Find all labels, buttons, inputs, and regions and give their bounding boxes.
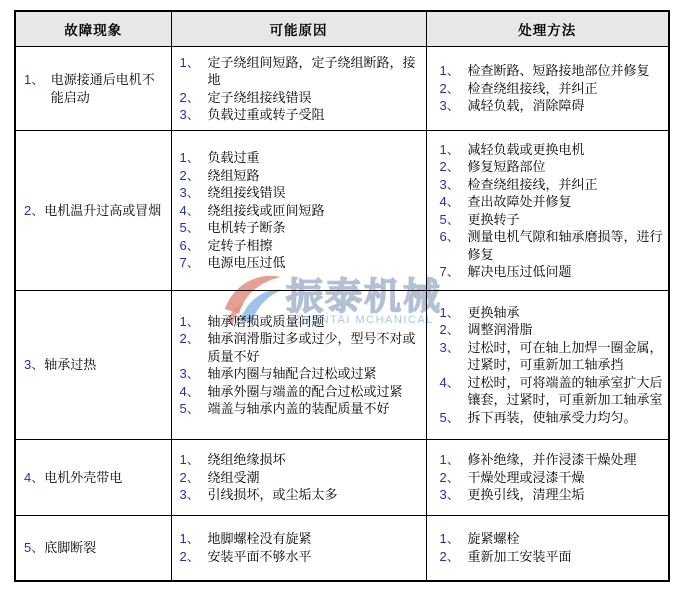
item-number: 1、	[439, 141, 460, 157]
causes-cell	[171, 440, 426, 516]
item-number: 2、	[179, 167, 200, 183]
fault-table-header	[15, 11, 669, 47]
item-number: 5、	[24, 539, 45, 555]
solution-item	[440, 321, 665, 339]
solutions-cell	[426, 440, 669, 516]
cause-text: 引线损坏，或尘垢太多	[207, 487, 338, 503]
watermark-subtitle-text: ZHENTAI MCHANICAL	[294, 313, 434, 326]
phenomenon-item	[24, 356, 167, 374]
header-phenomenon: 故障现象	[15, 11, 171, 47]
cause-item	[180, 149, 422, 167]
item-number: 2、	[439, 548, 460, 564]
item-number: 1、	[179, 313, 200, 329]
solution-item	[440, 486, 665, 504]
cause-item	[180, 486, 422, 504]
item-number: 4、	[439, 194, 460, 209]
cause-text: 负载过重	[207, 150, 260, 166]
phenomenon-text: 轴承过热	[44, 357, 97, 372]
solution-text: 干燥处理或浸漆干燥	[467, 469, 585, 485]
item-number: 3、	[179, 487, 200, 503]
cause-item	[180, 219, 422, 237]
cause-text: 定子绕组接线错误	[207, 89, 312, 105]
cause-item	[180, 400, 422, 418]
phenomenon-item	[24, 71, 167, 107]
phenomenon-cell	[15, 516, 171, 581]
cause-item	[180, 202, 422, 220]
cause-text: 轴承内圈与轴配合过松或过紧	[207, 366, 377, 381]
item-number: 3、	[179, 185, 200, 201]
cause-item	[180, 184, 422, 202]
cause-text: 绕组接线或匝间短路	[207, 202, 325, 218]
solution-text: 减轻负载或更换电机	[467, 141, 585, 157]
cause-text: 电源电压过低	[207, 255, 286, 271]
cause-text: 安装平面不够水平	[207, 548, 312, 564]
solution-item	[440, 97, 665, 115]
item-number: 1、	[179, 54, 200, 70]
cause-text: 绕组受潮	[207, 469, 260, 485]
phenomenon-item	[24, 202, 167, 220]
item-number: 3、	[24, 357, 45, 372]
cause-text: 绕组短路	[207, 167, 260, 183]
item-number: 2、	[179, 548, 200, 564]
header-causes: 可能原因	[171, 11, 426, 47]
solution-item	[440, 193, 665, 211]
item-number: 2、	[439, 322, 460, 338]
item-number: 1、	[24, 71, 51, 87]
item-number: 3、	[439, 176, 460, 192]
item-number: 4、	[179, 202, 200, 218]
table-row	[15, 516, 669, 581]
phenomenon-text: 电机温升过高或冒烟	[44, 202, 162, 218]
item-number: 3、	[179, 366, 200, 381]
solution-item	[440, 530, 665, 548]
causes-cell	[171, 516, 426, 581]
solution-text: 过松时，可在轴上加焊一圈金属，过紧时，可重新加工轴承挡	[467, 339, 663, 373]
solution-text: 测量电机气隙和轴承磨损等，进行修复	[467, 229, 663, 262]
cause-text: 绕组接线错误	[207, 185, 286, 201]
solution-text: 调整润滑脂	[467, 322, 533, 338]
cause-item	[180, 313, 422, 331]
solution-text: 重新加工安装平面	[467, 548, 572, 564]
causes-cell	[171, 291, 426, 440]
item-number: 7、	[179, 255, 200, 271]
item-number: 3、	[439, 98, 460, 114]
cause-item	[180, 89, 422, 107]
solution-text: 修复短路部位	[467, 159, 546, 174]
cause-item	[180, 54, 422, 89]
solution-text: 检查绕组接线，并纠正	[467, 80, 598, 96]
table-row	[15, 440, 669, 516]
solution-item	[440, 228, 665, 263]
item-number: 2、	[179, 89, 200, 105]
phenomenon-text: 底脚断裂	[44, 539, 97, 555]
fault-table	[14, 10, 670, 582]
cause-item	[180, 451, 422, 469]
solution-item	[440, 469, 665, 487]
header-solutions: 处理方法	[426, 11, 669, 47]
item-number: 7、	[439, 264, 460, 279]
item-number: 1、	[439, 452, 460, 468]
page	[0, 10, 676, 596]
solution-text: 过松时，可将端盖的轴承室扩大后镶套，过紧时，可重新加工轴承室	[467, 374, 663, 408]
header-row	[15, 11, 669, 47]
phenomenon-cell	[15, 291, 171, 440]
fault-table-body	[15, 47, 669, 581]
cause-item	[180, 383, 422, 401]
solution-text: 修补绝缘，并作浸漆干燥处理	[467, 452, 637, 468]
solution-item	[440, 211, 665, 229]
item-number: 1、	[179, 150, 200, 166]
item-number: 1、	[439, 304, 460, 320]
cause-item	[180, 254, 422, 272]
solution-text: 减轻负载，消除障碍	[467, 98, 585, 114]
causes-cell	[171, 47, 426, 131]
table-row	[15, 291, 669, 440]
cause-text: 定子绕组间短路，定子绕组断路，接地	[207, 54, 416, 87]
solution-item	[440, 409, 665, 427]
watermark-brand-text: 振泰机械	[286, 275, 442, 317]
item-number: 2、	[179, 331, 200, 346]
solution-item	[440, 304, 665, 322]
phenomenon-text: 电机外壳带电	[44, 469, 123, 485]
cause-text: 轴承外圈与端盖的配合过松或过紧	[207, 383, 403, 399]
solutions-cell	[426, 291, 669, 440]
solution-text: 查出故障处并修复	[467, 194, 572, 209]
solution-text: 检查断路、短路接地部位并修复	[467, 63, 650, 79]
cause-item	[180, 530, 422, 548]
cause-text: 定转子相擦	[207, 237, 273, 253]
cause-text: 地脚螺栓没有旋紧	[207, 531, 312, 547]
solution-item	[440, 80, 665, 98]
item-number: 2、	[179, 469, 200, 485]
solution-text: 检查绕组接线，并纠正	[467, 176, 598, 192]
cause-text: 轴承润滑脂过多或过少，型号不对或质量不好	[207, 331, 416, 364]
solution-text: 更换轴承	[467, 304, 520, 320]
item-number: 6、	[179, 237, 200, 253]
item-number: 1、	[179, 452, 200, 468]
solution-text: 拆下再装，使轴承受力均匀。	[467, 409, 637, 425]
solution-item	[440, 176, 665, 194]
item-number: 2、	[439, 469, 460, 485]
item-number: 5、	[179, 220, 200, 236]
item-number: 2、	[24, 202, 45, 218]
cause-item	[180, 330, 422, 365]
solution-item	[440, 263, 665, 281]
solutions-cell	[426, 516, 669, 581]
phenomenon-item	[24, 469, 167, 487]
item-number: 5、	[439, 211, 460, 227]
cause-item	[180, 469, 422, 487]
phenomenon-text: 电源接通后电机不能启动	[50, 71, 155, 105]
item-number: 3、	[439, 339, 460, 355]
item-number: 4、	[24, 469, 45, 485]
item-number: 1、	[439, 531, 460, 547]
solution-text: 解决电压过低问题	[467, 264, 572, 279]
solution-item	[440, 451, 665, 469]
table-row	[15, 47, 669, 131]
item-number: 1、	[439, 63, 460, 79]
item-number: 5、	[439, 409, 460, 425]
cause-item	[180, 106, 422, 124]
solution-item	[440, 62, 665, 80]
cause-item	[180, 548, 422, 566]
solution-item	[440, 339, 665, 374]
item-number: 3、	[439, 487, 460, 503]
phenomenon-cell	[15, 440, 171, 516]
solution-text: 更换转子	[467, 211, 520, 227]
solutions-cell	[426, 131, 669, 291]
item-number: 3、	[179, 107, 200, 122]
phenomenon-cell	[15, 47, 171, 131]
table-row	[15, 131, 669, 291]
causes-cell	[171, 131, 426, 291]
item-number: 4、	[439, 374, 460, 390]
item-number: 4、	[179, 383, 200, 399]
solution-item	[440, 548, 665, 566]
cause-text: 负载过重或转子受阻	[207, 107, 325, 122]
item-number: 2、	[439, 80, 460, 96]
cause-text: 轴承磨损或质量问题	[207, 313, 325, 329]
solution-item	[440, 141, 665, 159]
cause-text: 电机转子断条	[207, 220, 286, 236]
phenomenon-item	[24, 539, 167, 557]
solutions-cell	[426, 47, 669, 131]
item-number: 1、	[179, 531, 200, 547]
cause-text: 绕组绝缘损坏	[207, 452, 286, 468]
item-number: 2、	[439, 159, 460, 174]
cause-text: 端盖与轴承内盖的装配质量不好	[207, 401, 390, 416]
item-number: 6、	[439, 229, 460, 244]
item-number: 5、	[179, 401, 200, 416]
solution-item	[440, 374, 665, 409]
solution-text: 旋紧螺栓	[467, 531, 520, 547]
solution-text: 更换引线，清理尘垢	[467, 487, 585, 503]
cause-item	[180, 365, 422, 383]
cause-item	[180, 167, 422, 185]
cause-item	[180, 237, 422, 255]
solution-item	[440, 158, 665, 176]
phenomenon-cell	[15, 131, 171, 291]
